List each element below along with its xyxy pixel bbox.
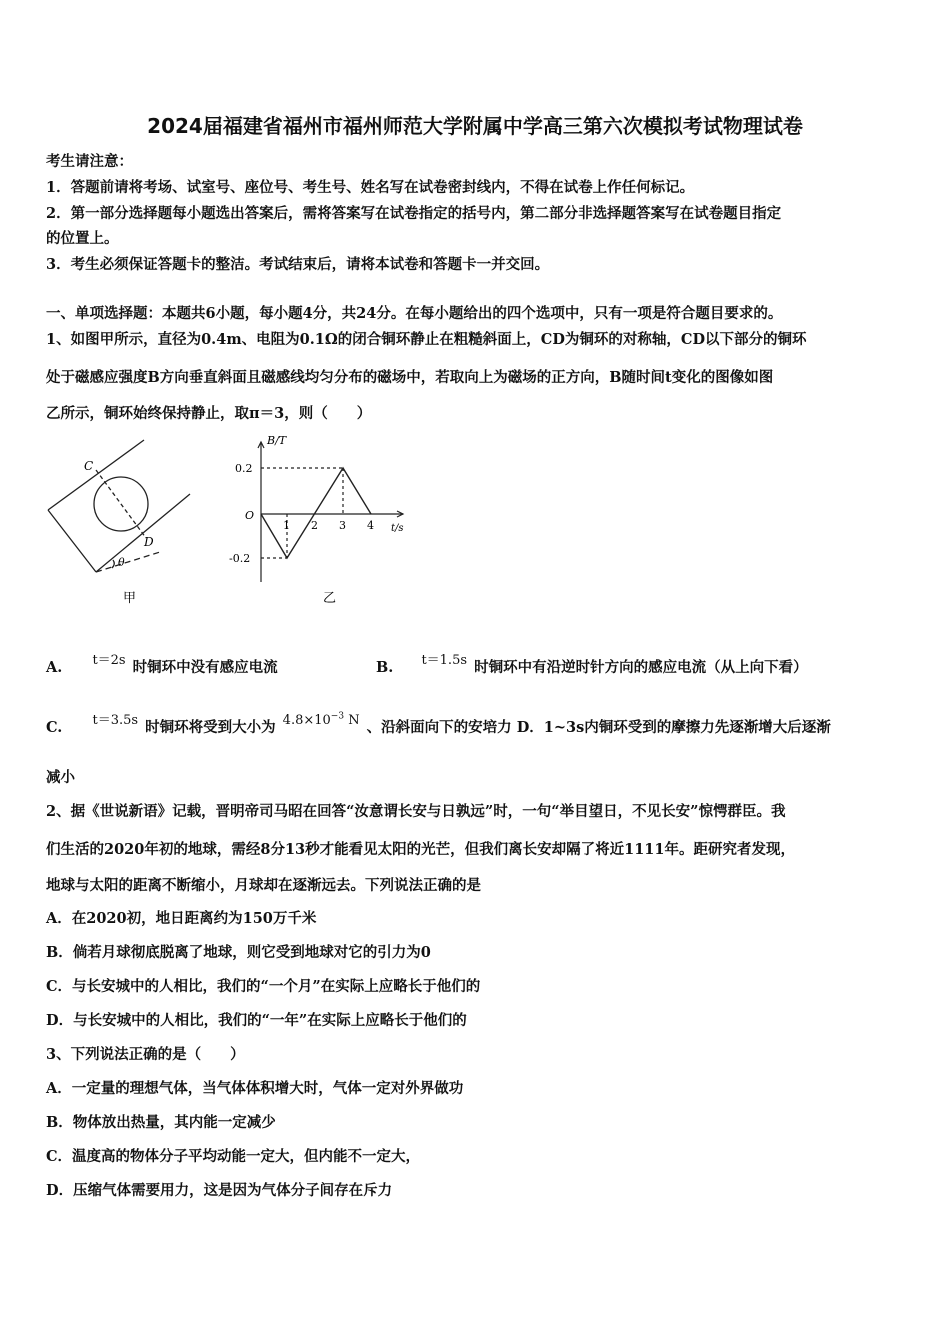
q3-option-c: C．温度高的物体分子平均动能一定大，但内能不一定大， — [46, 1148, 421, 1165]
x-tick-2: 2 — [311, 519, 318, 532]
q1-option-d-cont: 减小 — [46, 769, 75, 786]
figure-b-t-graph — [225, 432, 425, 612]
q2-option-c: C．与长安城中的人相比，我们的“一个月”在实际上应略长于他们的 — [46, 978, 481, 995]
q2-option-a: A．在2020初，地日距离约为150万千米 — [46, 910, 317, 927]
y-axis-label: B/T — [267, 434, 287, 447]
q3-stem: 3、下列说法正确的是（ ） — [46, 1046, 245, 1063]
q1-stem-line-1: 1、如图甲所示，直径为0.4m、电阻为0.1Ω的闭合铜环静止在粗糙斜面上，CD为铜环的对称轴，CD以下部分的铜环 — [46, 331, 807, 348]
q2-option-d: D．与长安城中的人相比，我们的“一年”在实际上应略长于他们的 — [46, 1012, 467, 1029]
section-heading: 一、单项选择题：本题共6小题，每小题4分，共24分。在每小题给出的四个选项中，只有一项是符合题目要求的。 — [46, 305, 783, 322]
option-text: 时铜环中没有感应电流 — [132, 659, 278, 676]
option-letter: C. — [46, 719, 63, 736]
caption-jia: 甲 — [123, 591, 137, 606]
q1-stem-line-2: 处于磁感应强度B方向垂直斜面且磁感线均匀分布的磁场中，若取向上为磁场的正方向，B随时间t变化的图像如图 — [46, 369, 774, 386]
y-tick-neg: -0.2 — [229, 552, 251, 565]
caption-yi: 乙 — [323, 591, 337, 606]
option-math: t＝2s — [92, 653, 126, 668]
notice-item-2: 2．第一部分选择题每小题选出答案后，需将答案写在试卷指定的括号内，第二部分非选择题答案写在试卷题目指定 — [46, 205, 782, 222]
notice-item-3: 3．考生必须保证答题卡的整洁。考试结束后，请将本试卷和答题卡一并交回。 — [46, 256, 550, 273]
notice-heading: 考生请注意： — [46, 153, 133, 170]
option-letter: B. — [376, 659, 394, 676]
notice-item-2-cont: 的位置上。 — [46, 230, 119, 247]
option-text: 时铜环将受到大小为 — [145, 719, 276, 736]
y-tick-pos: 0.2 — [235, 462, 253, 475]
q2-stem-line-1: 2、据《世说新语》记载，晋明帝司马昭在回答“汝意谓长安与日孰远”时，一句“举目望日，不见长安”惊愕群臣。我 — [46, 803, 786, 820]
q2-stem-line-3: 地球与太阳的距离不断缩小，月球却在逐渐远去。下列说法正确的是 — [46, 877, 481, 894]
label-theta: θ — [118, 556, 125, 569]
x-tick-1: 1 — [283, 519, 290, 532]
x-axis-label: t/s — [391, 523, 404, 534]
q3-option-b: B．物体放出热量，其内能一定减少 — [46, 1114, 276, 1131]
q3-option-d: D．压缩气体需要用力，这是因为气体分子间存在斥力 — [46, 1182, 393, 1199]
label-c: C — [84, 459, 94, 473]
x-tick-4: 4 — [367, 519, 374, 532]
origin-label: O — [245, 509, 255, 522]
q1-option-a — [46, 653, 278, 677]
option-text-cont: 、沿斜面向下的安培力 D．1~3s内铜环受到的摩擦力先逐渐增大后逐渐 — [366, 719, 831, 736]
option-math-force: $4.8\times 10^{-3}$ N — [282, 711, 360, 728]
q2-stem-line-2: 们生活的2020年初的地球，需经8分13秒才能看见太阳的光芒，但我们离长安却隔了将近1111年。距研究者发现， — [46, 841, 795, 858]
option-text: 时铜环中有沿逆时针方向的感应电流（从上向下看） — [474, 659, 808, 676]
q3-option-a: A．一定量的理想气体，当气体体积增大时，气体一定对外界做功 — [46, 1080, 464, 1097]
x-tick-3: 3 — [339, 519, 346, 532]
page-title: 2024届福建省福州市福州师范大学附属中学高三第六次模拟考试物理试卷 — [147, 114, 803, 138]
q1-option-c — [46, 711, 831, 737]
figure-incline-ring — [40, 432, 230, 612]
label-d: D — [144, 535, 154, 549]
notice-item-1: 1．答题前请将考场、试室号、座位号、考生号、姓名写在试卷密封线内，不得在试卷上作任何标记。 — [46, 179, 695, 196]
q1-stem-line-3: 乙所示，铜环始终保持静止，取π＝3，则（ ） — [46, 405, 372, 422]
option-math: t＝1.5s — [421, 653, 468, 668]
option-letter: A. — [46, 659, 63, 676]
option-math: t＝3.5s — [92, 713, 139, 728]
q2-option-b: B．倘若月球彻底脱离了地球，则它受到地球对它的引力为0 — [46, 944, 431, 961]
q1-option-b — [376, 653, 808, 677]
